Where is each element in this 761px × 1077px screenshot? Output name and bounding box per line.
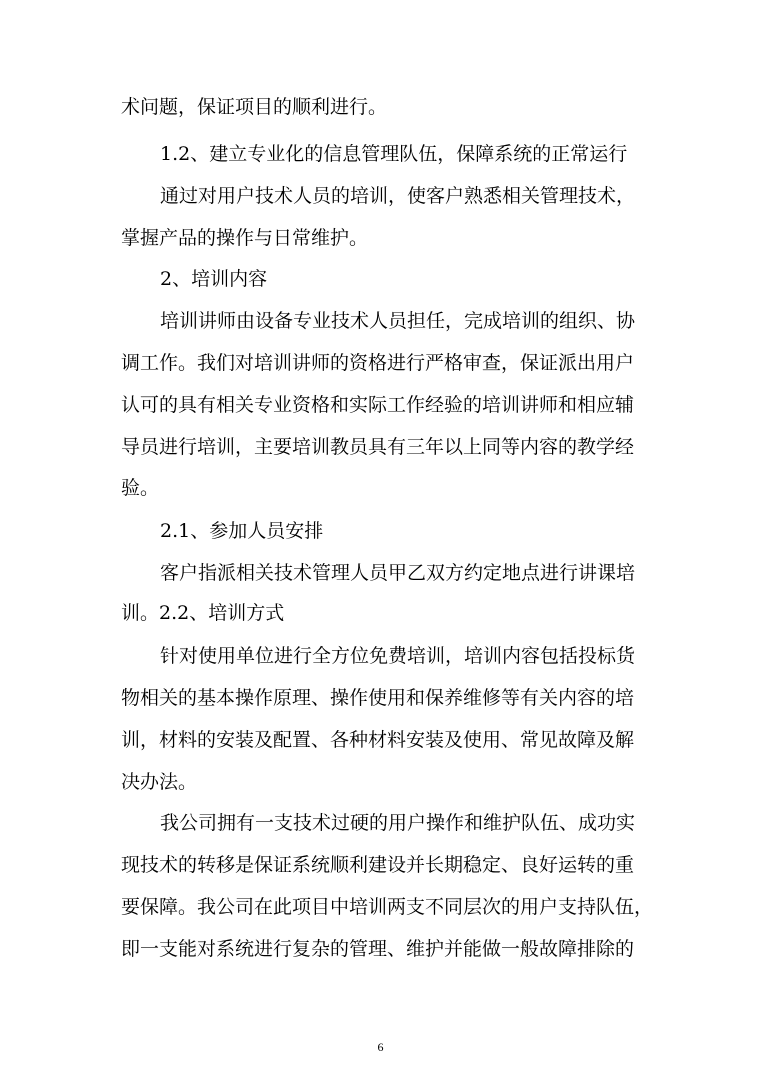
text-line: 要保障。我公司在此项目中培训两支不同层次的用户支持队伍， [121, 896, 654, 918]
text-line: 我公司拥有一支技术过硬的用户操作和维护队伍、成功实 [160, 812, 636, 834]
text-line: 认可的具有相关专业资格和实际工作经验的培训讲师和相应辅 [121, 394, 635, 416]
text-line: 决办法。 [121, 771, 198, 793]
section-heading: 2.1、参加人员安排 [160, 520, 324, 542]
section-heading: 2、培训内容 [160, 268, 268, 290]
text-line: 术问题，保证项目的顺利进行。 [121, 96, 388, 118]
text-line: 客户指派相关技术管理人员甲乙双方约定地点进行讲课培 [160, 562, 636, 584]
text-line: 培训讲师由设备专业技术人员担任，完成培训的组织、协 [160, 310, 636, 332]
text-line: 掌握产品的操作与日常维护。 [121, 227, 369, 249]
text-line: 物相关的基本操作原理、操作使用和保养维修等有关内容的培 [121, 687, 635, 709]
text-line: 验。 [121, 477, 160, 499]
text-line: 调工作。我们对培训讲师的资格进行严格审查，保证派出用户 [121, 352, 635, 374]
text-line: 针对使用单位进行全方位免费培训，培训内容包括投标货 [160, 645, 636, 667]
section-heading: 1.2、建立专业化的信息管理队伍，保障系统的正常运行 [160, 143, 628, 165]
page-number: 6 [377, 1040, 384, 1054]
text-line: 导员进行培训，主要培训教员具有三年以上同等内容的教学经 [121, 436, 635, 458]
text-line: 通过对用户技术人员的培训，使客户熟悉相关管理技术， [160, 185, 636, 207]
text-line: 训，材料的安装及配置、各种材料安装及使用、常见故障及解 [121, 729, 635, 751]
text-line: 训。2.2、培训方式 [121, 602, 285, 624]
text-line: 即一支能对系统进行复杂的管理、维护并能做一般故障排除的 [121, 938, 635, 960]
text-line: 现技术的转移是保证系统顺利建设并长期稳定、良好运转的重 [121, 854, 635, 876]
